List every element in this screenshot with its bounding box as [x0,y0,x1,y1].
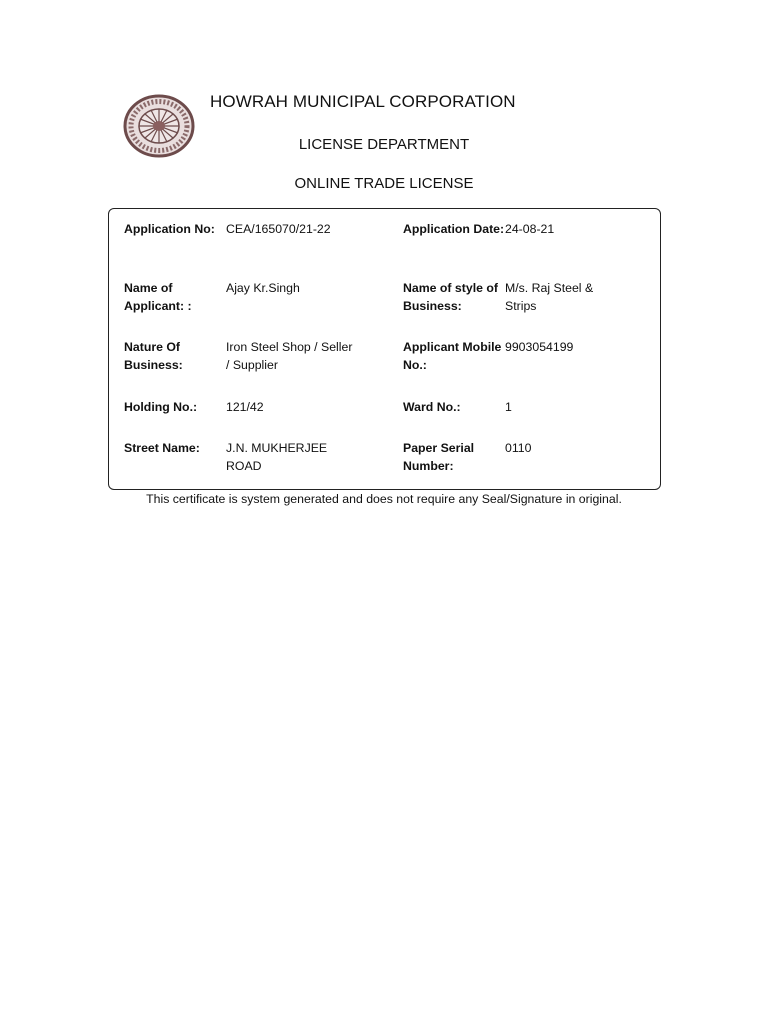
application-date-value: 24-08-21 [505,222,555,236]
ward-no-value: 1 [505,400,512,414]
mobile-no-value: 9903054199 [505,340,574,354]
applicant-name-label: Name of Applicant: : [124,281,192,313]
page-title: HOWRAH MUNICIPAL CORPORATION [210,92,516,111]
paper-serial-label: Paper Serial Number: [403,441,475,473]
business-style-value: M/s. Raj Steel & Strips [505,281,594,313]
application-no-label: Application No: [124,222,215,236]
business-style-label: Name of style of Business: [403,281,498,313]
application-date-label: Application Date: [403,222,505,236]
nature-of-business-value: Iron Steel Shop / Seller / Supplier [226,340,353,372]
application-no-value: CEA/165070/21-22 [226,222,331,236]
department-heading: LICENSE DEPARTMENT [298,136,470,153]
mobile-no-label: Applicant Mobile No.: [403,340,502,372]
street-name-label: Street Name: [124,441,200,455]
paper-serial-value: 0110 [505,441,532,455]
document-type-heading: ONLINE TRADE LICENSE [294,175,474,192]
applicant-name-value: Ajay Kr.Singh [226,281,300,295]
holding-no-value: 121/42 [226,400,264,414]
license-details-box [108,208,661,490]
holding-no-label: Holding No.: [124,400,198,414]
ward-no-label: Ward No.: [403,400,461,414]
street-name-value: J.N. MUKHERJEE ROAD [226,441,328,473]
nature-of-business-label: Nature Of Business: [124,340,183,372]
footer-note: This certificate is system generated and does not require any Seal/Signature in original. [146,492,622,506]
